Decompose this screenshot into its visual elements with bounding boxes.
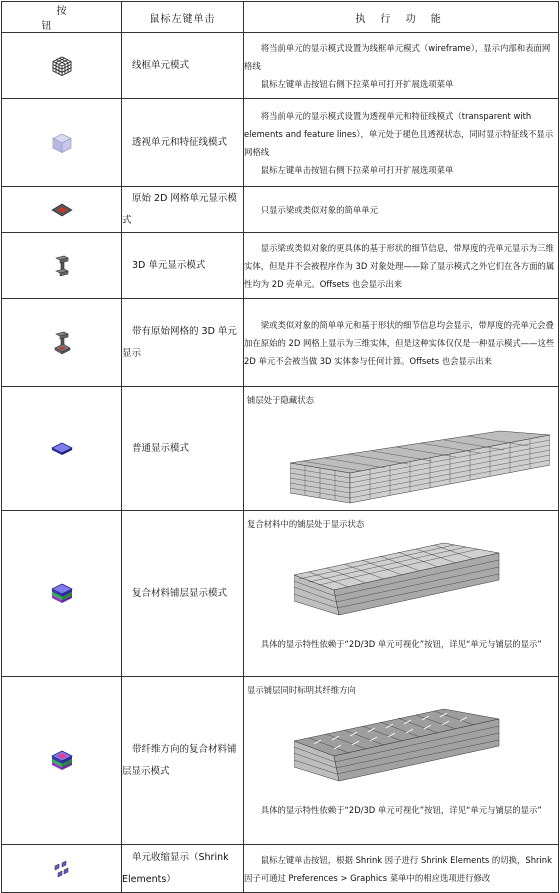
header-action-col: 鼠标左键单击 xyxy=(122,2,244,33)
icon-cell xyxy=(2,511,122,677)
function-text: 具体的显示特性依赖于“2D/3D 单元可视化”按钮，详见“单元与铺层的显示” xyxy=(260,805,542,815)
action-label: 复合材料铺层显示模式 xyxy=(132,587,228,599)
function-text: 显示铺层同时标明其纤维方向 xyxy=(247,685,356,695)
action-cell xyxy=(122,299,244,387)
table-row xyxy=(2,511,559,677)
function-cell xyxy=(244,299,559,387)
shrink-elements-icon[interactable] xyxy=(53,860,71,878)
function-table xyxy=(1,1,559,893)
table-row xyxy=(2,187,559,233)
action-label: 单元收缩显示（Shrink Elements） xyxy=(122,851,229,885)
function-text: 鼠标左键单击按钮，根据 Shrink 因子进行 Shrink Elements 的切换，Shrink 因子可通过 Preferences > Graphics 菜单中的相应选项进行修改 xyxy=(244,854,552,883)
action-cell xyxy=(122,233,244,299)
function-text: 将当前单元的显示模式设置为透视单元和特征线模式（transparent with elements and feature lines），单元处于褪色且透视状态，同时显示特征线不显示网格线 xyxy=(244,110,554,157)
function-cell xyxy=(244,99,559,187)
action-label: 普通显示模式 xyxy=(132,442,190,454)
table-header-row xyxy=(2,2,559,33)
action-cell xyxy=(122,33,244,99)
action-label: 带有原始网格的 3D 单元显示 xyxy=(122,325,237,359)
action-cell xyxy=(122,187,244,233)
function-cell xyxy=(244,677,559,845)
icon-cell xyxy=(2,387,122,511)
table-row xyxy=(2,33,559,99)
composite-layers-illustration xyxy=(294,535,504,625)
function-cell xyxy=(244,511,559,677)
function-text: 显示梁或类似对象的更具体的基于形状的细节信息，带厚度的壳单元显示为三维实体，但是并不会被程序作为 3D 对象处理——除了显示模式之外它们在各方面的属性均为 2D 壳单元。Offsets 也会显示出来 xyxy=(244,242,555,289)
3d-element-icon[interactable] xyxy=(54,255,70,277)
wireframe-grid-cube-icon[interactable] xyxy=(51,55,73,77)
header-function-col: 执 行 功 能 xyxy=(244,2,559,33)
transparent-cube-icon[interactable] xyxy=(51,132,73,154)
mesh-plate-illustration xyxy=(290,413,550,508)
table-row xyxy=(2,299,559,387)
function-text: 具体的显示特性依赖于“2D/3D 单元可视化”按钮，详见“单元与铺层的显示” xyxy=(260,639,542,649)
action-cell xyxy=(122,511,244,677)
icon-cell xyxy=(2,677,122,845)
table-row xyxy=(2,233,559,299)
function-text: 梁或类似对象的简单单元和基于形状的细节信息均会显示，带厚度的壳单元会叠加在原始的 2D 网格上显示为三维实体，但是这种实体仅仅是一种显示模式——这些 2D 单元不会被当做 3D 实体参与任何计算。Offsets 也会显示出来 xyxy=(244,319,555,366)
function-cell xyxy=(244,387,559,511)
normal-display-plate-icon[interactable] xyxy=(51,442,73,456)
action-cell xyxy=(122,677,244,845)
function-cell xyxy=(244,845,559,893)
composite-layers-fiber-icon[interactable] xyxy=(51,750,73,772)
function-cell xyxy=(244,233,559,299)
action-label: 原始 2D 网格单元显示模式 xyxy=(122,192,237,226)
icon-cell xyxy=(2,187,122,233)
table-row xyxy=(2,99,559,187)
table-row xyxy=(2,677,559,845)
function-text: 复合材料中的铺层处于显示状态 xyxy=(247,519,365,529)
shell-2d-element-icon[interactable] xyxy=(51,203,73,217)
icon-cell xyxy=(2,233,122,299)
icon-cell xyxy=(2,845,122,893)
header-icon-col: 按 钮 xyxy=(2,2,122,33)
function-cell xyxy=(244,33,559,99)
table-row xyxy=(2,387,559,511)
action-label: 3D 单元显示模式 xyxy=(132,259,206,271)
function-text: 鼠标左键单击按钮右侧下拉菜单可打开扩展选项菜单 xyxy=(260,164,454,175)
function-cell xyxy=(244,187,559,233)
action-cell xyxy=(122,845,244,893)
function-text: 鼠标左键单击按钮右侧下拉菜单可打开扩展选项菜单 xyxy=(260,78,454,89)
icon-cell xyxy=(2,299,122,387)
function-text: 铺层处于隐藏状态 xyxy=(247,395,314,405)
icon-cell xyxy=(2,99,122,187)
action-label: 透视单元和特征线模式 xyxy=(132,136,228,148)
composite-layers-icon[interactable] xyxy=(51,583,73,605)
function-text: 将当前单元的显示模式设置为线框单元模式（wireframe），显示内部和表面网格线 xyxy=(244,42,551,71)
table-row xyxy=(2,845,559,893)
fiber-direction-illustration xyxy=(294,701,504,791)
function-text: 只显示梁或类似对象的简单单元 xyxy=(260,204,379,215)
action-cell xyxy=(122,99,244,187)
action-label: 带纤维方向的复合材料铺层显示模式 xyxy=(122,743,237,777)
3d-with-2d-mesh-icon[interactable] xyxy=(53,331,71,355)
action-cell xyxy=(122,387,244,511)
action-label: 线框单元模式 xyxy=(132,59,190,71)
icon-cell xyxy=(2,33,122,99)
